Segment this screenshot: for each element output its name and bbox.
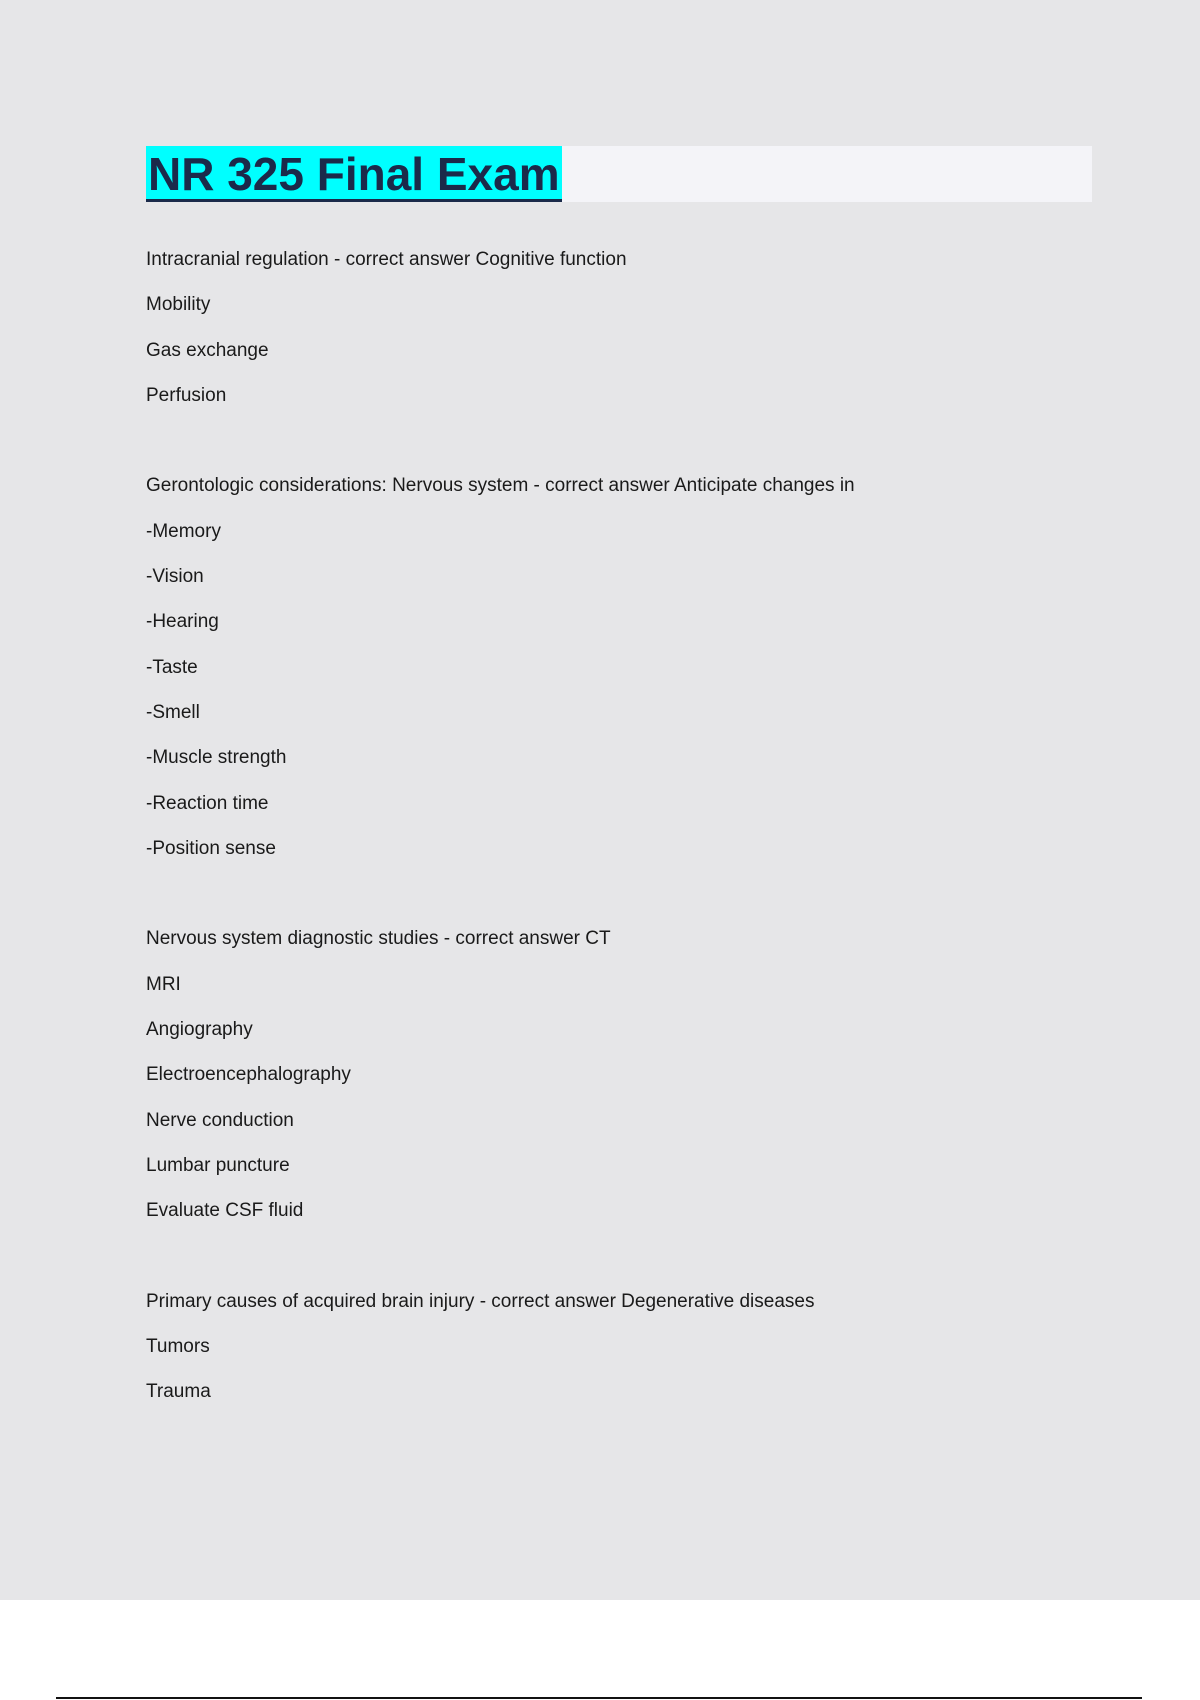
question-line: Gerontologic considerations: Nervous system - correct answer Anticipate changes in xyxy=(146,475,855,497)
question-line: Primary causes of acquired brain injury - correct answer Degenerative diseases xyxy=(146,1290,815,1312)
answer-line: Lumbar puncture xyxy=(146,1154,290,1176)
answer-line: -Memory xyxy=(146,520,221,542)
footer-divider xyxy=(56,1697,1142,1699)
answer-line: Gas exchange xyxy=(146,339,269,361)
answer-line: -Muscle strength xyxy=(146,747,287,769)
answer-line: -Vision xyxy=(146,566,204,588)
section-spacer xyxy=(146,1242,1106,1287)
answer-line: -Position sense xyxy=(146,837,276,859)
answer-line: Nerve conduction xyxy=(146,1109,294,1131)
answer-line: Tumors xyxy=(146,1336,210,1358)
answer-line: Mobility xyxy=(146,294,211,316)
answer-line: MRI xyxy=(146,973,181,995)
answer-line: Trauma xyxy=(146,1381,211,1403)
answer-line: -Hearing xyxy=(146,611,219,633)
section-spacer xyxy=(146,426,1106,471)
answer-line: Angiography xyxy=(146,1019,253,1041)
page-title: NR 325 Final Exam xyxy=(148,148,560,200)
section-spacer xyxy=(146,879,1106,924)
answer-line: -Smell xyxy=(146,701,200,723)
answer-line: -Taste xyxy=(146,656,198,678)
question-line: Intracranial regulation - correct answer Cognitive function xyxy=(146,249,627,270)
answer-line: Evaluate CSF fluid xyxy=(146,1200,304,1222)
question-line: Nervous system diagnostic studies - correct answer CT xyxy=(146,928,611,950)
title-bar xyxy=(146,146,1092,202)
document-body xyxy=(146,245,1106,1423)
answer-line: Perfusion xyxy=(146,384,227,406)
answer-line: -Reaction time xyxy=(146,792,269,814)
answer-line: Electroencephalography xyxy=(146,1064,351,1086)
